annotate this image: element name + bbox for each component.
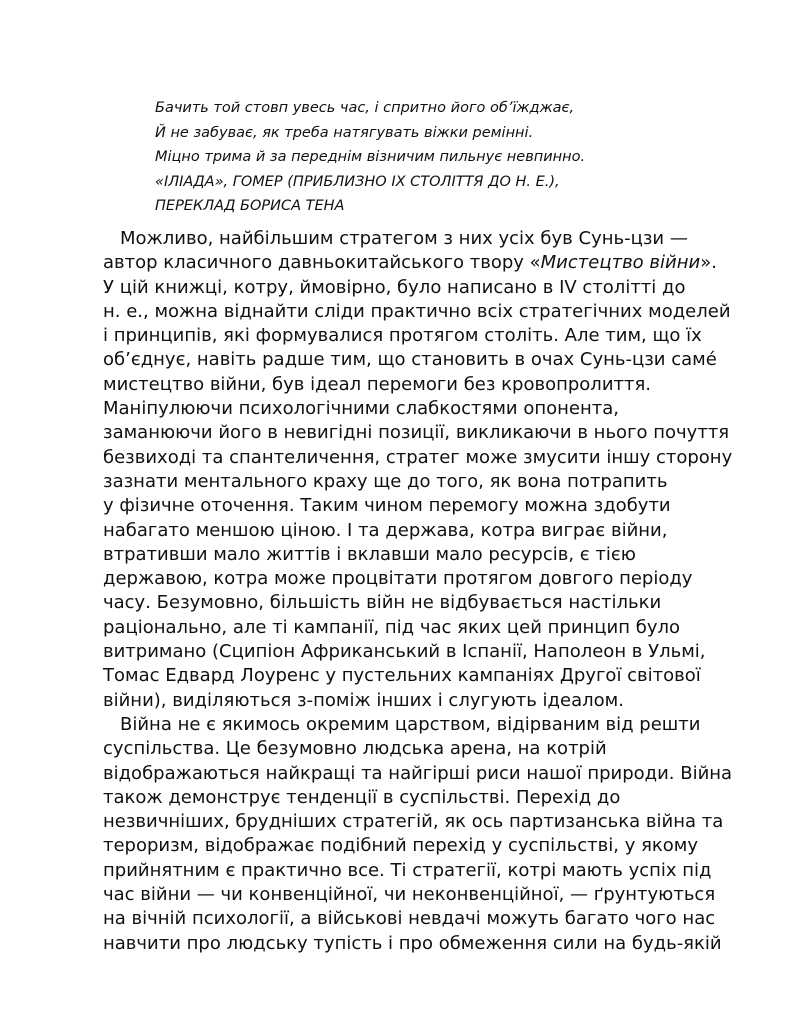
paragraph-1-line: у фізичне оточення. Таким чином перемогу можна здобути [103,495,671,517]
epigraph-attribution-line: ПЕРЕКЛАД БОРИСА ТЕНА [155,198,345,214]
paragraph-1-line: державою, котра може процвітати протягом довгого періоду [103,568,693,590]
epigraph-verse-line: Міцно трима й за переднім візничим пильнує невпинно. [155,149,586,165]
paragraph-2-line: тероризм, відображає подібний перехід у суспільстві, у якому [103,835,699,857]
paragraph-1-line: н. е., можна віднайти сліди практично всіх стратегічних моделей [103,300,731,322]
paragraph-1-line: раціонально, але ті кампанії, під час яких цей принцип було [103,616,681,638]
paragraph-2-line: суспільства. Це безумовно людська арена, на котрій [103,738,607,760]
paragraph-1-line: Маніпулюючи психологічними слабкостями опонента, [103,398,619,420]
paragraph-1-line: зазнати ментального краху ще до того, як вона потрапить [103,470,668,492]
text-segment: ». [700,252,717,274]
paragraph-1-line: Томас Едвард Лоуренс у пустельних кампаніях Другої світової [103,665,701,687]
paragraph-2-first-line: Війна не є якимось окремим царством, відірваним від решти [120,713,701,735]
paragraph-2-line: час війни — чи конвенційної, чи неконвенційної, — ґрунтуються [103,884,716,906]
body-text [103,227,733,956]
paragraph-1-line: і принципів, які формувалися протягом століть. Але тим, що їх [103,325,702,347]
paragraph-2-line: також демонструє тенденції в суспільстві. Перехід до [103,786,621,808]
epigraph-verse-line: Бачить той стовп увесь час, і спритно його об’їжджає, [155,100,575,116]
paragraph-2-line: відображаються найкращі та найгірші риси нашої природи. Війна [103,762,733,784]
paragraph-2-line: незвичніших, брудніших стратегій, як ось партизанська війна та [103,811,724,833]
paragraph-1-line: втративши мало життів і вклавши мало ресурсів, є тією [103,543,636,565]
paragraph-1-line: набагато меншою ціною. І та держава, котра виграє війни, [103,519,668,541]
paragraph-1-line: заманюючи його в невигідні позиції, викликаючи в нього почуття [103,422,730,444]
book-title: Мистецтво війни [540,252,701,274]
paragraph-1-line: безвиході та спантеличення, стратег може змусити іншу сторону [103,446,733,468]
paragraph-1-line: мистецтво війни, був ідеал перемоги без кровопролиття. [103,373,652,395]
paragraph-2-line: навчити про людську тупість і про обмеження сили на будь-якій [103,932,722,954]
paragraph-1-title-line [103,251,717,275]
paragraph-1-line: У цій книжці, котру, ймовірно, було написано в IV столітті до [103,276,686,298]
paragraph-2-line: на вічній психології, а військові невдачі можуть багато чого нас [103,908,716,930]
epigraph-verse-line: Й не забуває, як треба натягувать віжки ремінні. [155,124,534,141]
paragraph-1-first-line: Можливо, найбільшим стратегом з них усіх був Сунь-цзи — [120,228,688,249]
epigraph-attribution-line: «ІЛІАДА», ГОМЕР (ПРИБЛИЗНО IX СТОЛІТТЯ ДО Н. Е.), [155,173,560,190]
paragraph-2-line: прийнятним є практично все. Ті стратегії, котрі мають успіх під [103,859,712,881]
paragraph-1-line: часу. Безумовно, більшість війн не відбувається настільки [103,592,662,614]
paragraph-1-line: витримано (Сципіон Африканський в Іспанії, Наполеон в Ульмі, [103,641,706,663]
paragraph-1-line: війни), виділяються з-поміж інших і слугують ідеалом. [103,689,624,711]
paragraph-1-line: об’єднує, навіть радше тим, що становить в очах Сунь-цзи саме́ [103,349,717,371]
text-segment: автор класичного давньокитайського твору « [103,252,541,274]
epigraph [155,96,715,219]
